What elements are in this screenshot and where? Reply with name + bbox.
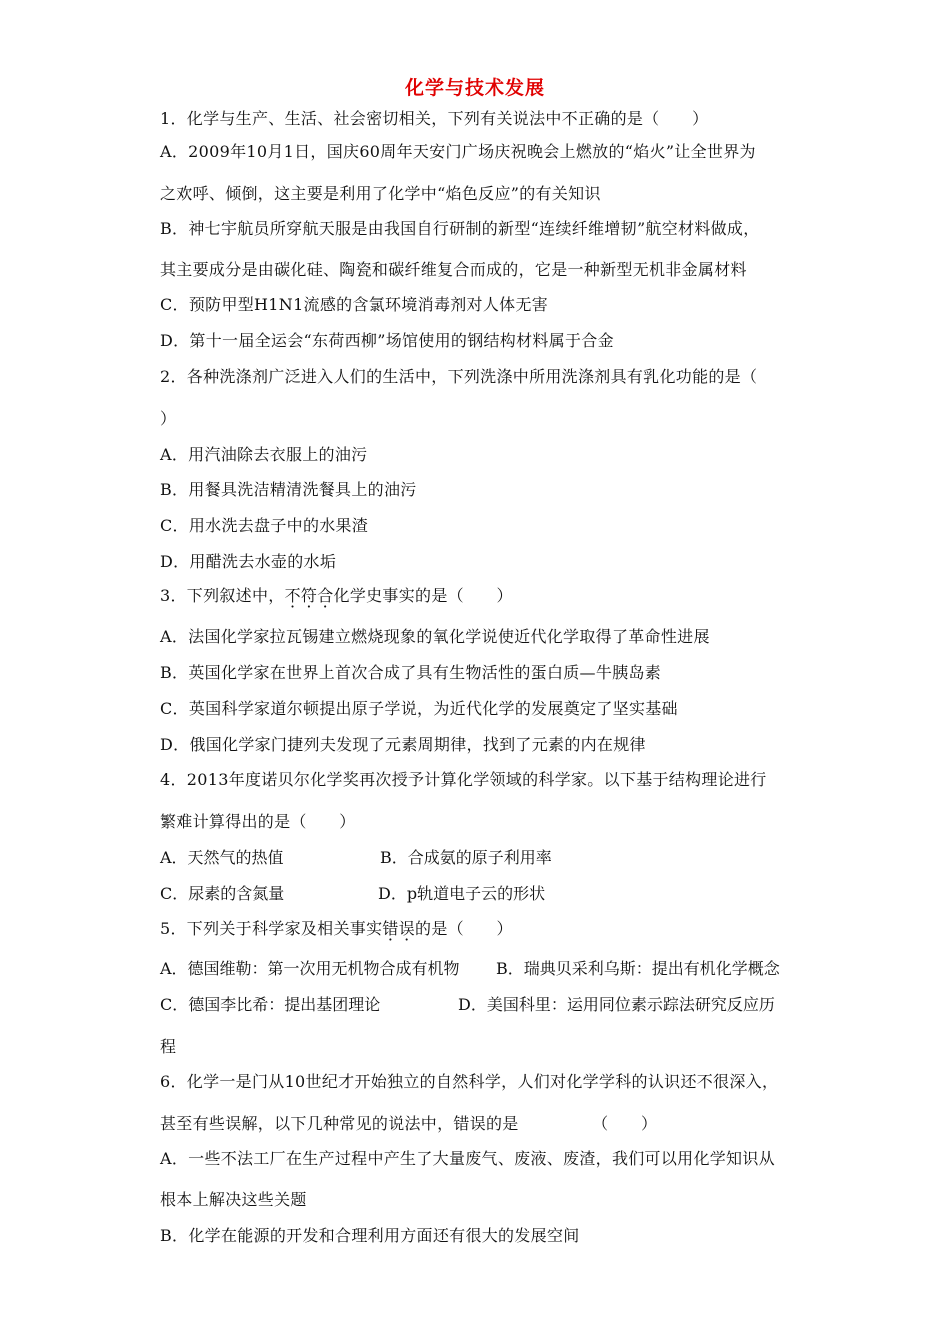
question-2-stem: 2．各种洗涤剂广泛进入人们的生活中，下列洗涤中所用洗涤剂具有乳化功能的是（ <box>160 367 758 386</box>
emphasis-char: 符 <box>300 586 318 605</box>
question-5-option-d: D．美国科里：运用同位素示踪法研究反应历 <box>458 995 775 1014</box>
question-4-option-b: B．合成氨的原子利用率 <box>380 848 552 867</box>
question-6-option-a: A．一些不法工厂在生产过程中产生了大量废气、废液、废渣，我们可以用化学知识从 <box>160 1149 775 1168</box>
question-4-stem-cont: 繁难计算得出的是（ ） <box>160 812 356 831</box>
question-5-stem-pre: 5．下列关于科学家及相关事实 <box>160 919 383 938</box>
emphasis-char: 合 <box>317 586 334 605</box>
page-title: 化学与技术发展 <box>404 77 545 99</box>
question-6-option-b: B．化学在能源的开发和合理利用方面还有很大的发展空间 <box>160 1226 580 1245</box>
question-2-option-c: C．用水洗去盘子中的水果渣 <box>160 516 369 535</box>
question-2-stem-cont: ） <box>160 409 177 428</box>
question-4-option-a: A．天然气的热值 <box>160 848 284 867</box>
question-1-option-a-cont: 之欢呼、倾倒，这主要是利用了化学中“焰色反应”的有关知识 <box>160 184 601 203</box>
question-5-option-c: C．德国李比希：提出基团理论 <box>160 995 381 1014</box>
question-1-option-c: C．预防甲型H1N1流感的含氯环境消毒剂对人体无害 <box>160 295 549 314</box>
question-1-stem: 1．化学与生产、生活、社会密切相关，下列有关说法中不正确的是（ ） <box>160 109 709 128</box>
question-5-stem-post: 的是（ ） <box>415 919 513 938</box>
question-3-stem-pre: 3．下列叙述中， <box>160 586 285 605</box>
question-5-option-a: A．德国维勒：第一次用无机物合成有机物 <box>160 959 460 978</box>
question-3-option-a: A．法国化学家拉瓦锡建立燃烧现象的氧化学说使近代化学取得了革命性进展 <box>160 627 710 646</box>
question-1-option-a: A．2009年10月1日，国庆60周年天安门广场庆祝晚会上燃放的“焰火”让全世界为 <box>160 142 756 161</box>
question-6-option-a-cont: 根本上解决这些关题 <box>160 1190 307 1209</box>
question-6-stem: 6．化学一是门从10世纪才开始独立的自然科学，人们对化学学科的认识还不很深入， <box>160 1072 779 1091</box>
question-1-option-b-cont: 其主要成分是由碳化硅、陶瓷和碳纤维复合而成的，它是一种新型无机非金属材料 <box>160 260 747 279</box>
question-5-option-d-cont: 程 <box>160 1037 177 1056</box>
emphasis-char: 不 <box>284 586 301 605</box>
question-2-option-a: A．用汽油除去衣服上的油污 <box>160 445 368 464</box>
question-2-option-d: D．用醋洗去水壶的水垢 <box>160 552 337 571</box>
question-4-stem: 4．2013年度诺贝尔化学奖再次授予计算化学领域的科学家。以下基于结构理论进行 <box>160 770 767 789</box>
question-4-option-c: C．尿素的含氮量 <box>160 884 285 903</box>
question-3-option-b: B．英国化学家在世界上首次合成了具有生物活性的蛋白质—牛胰岛素 <box>160 663 662 682</box>
question-1-option-b: B．神七宇航员所穿航天服是由我国自行研制的新型“连续纤维增韧”航空材料做成， <box>160 219 760 238</box>
question-6-stem-cont: 甚至有些误解，以下几种常见的说法中，错误的是 （ ） <box>160 1114 658 1133</box>
question-3-option-d: D．俄国化学家门捷列夫发现了元素周期律，找到了元素的内在规律 <box>160 735 646 754</box>
question-3-stem-post: 化学史事实的是（ ） <box>333 586 513 605</box>
question-2-option-b: B．用餐具洗洁精清洗餐具上的油污 <box>160 480 417 499</box>
emphasis-char: 错 <box>382 919 399 938</box>
emphasis-char: 误 <box>398 919 416 938</box>
question-3-stem <box>160 583 513 606</box>
question-3-option-c: C．英国科学家道尔顿提出原子学说，为近代化学的发展奠定了坚实基础 <box>160 699 678 718</box>
question-5-stem <box>160 916 513 939</box>
question-5-option-b: B．瑞典贝采利乌斯：提出有机化学概念 <box>496 959 780 978</box>
question-1-option-d: D．第十一届全运会“东荷西柳”场馆使用的钢结构材料属于合金 <box>160 331 614 350</box>
question-4-option-d: D．p轨道电子云的形状 <box>378 884 546 903</box>
